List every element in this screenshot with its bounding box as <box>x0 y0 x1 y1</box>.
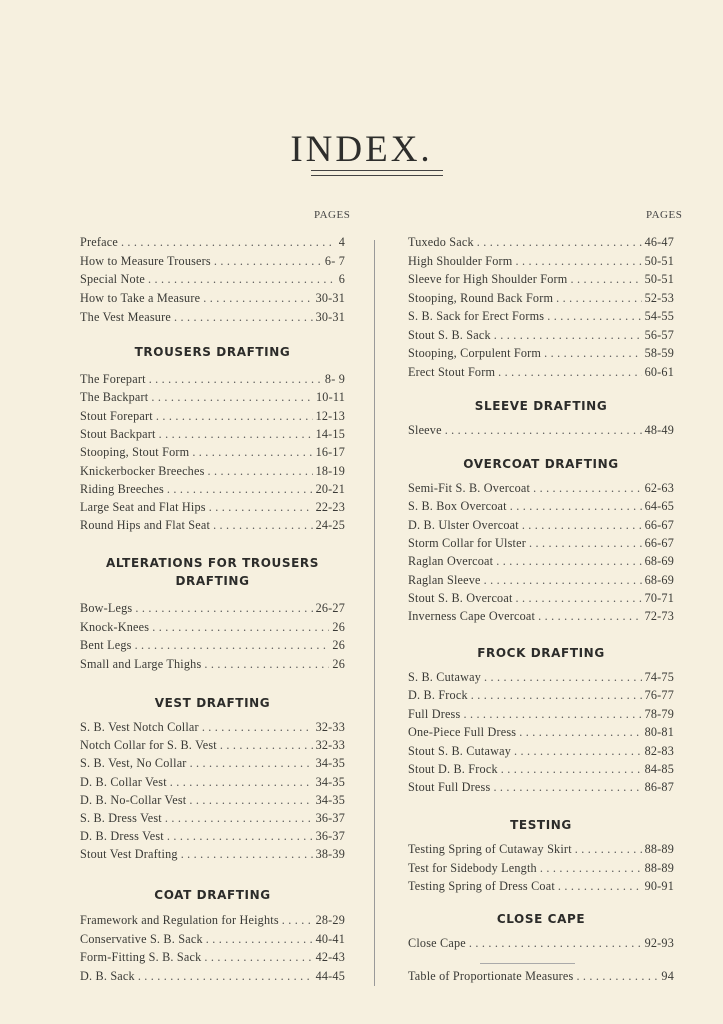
entry-pages: 44-45 <box>315 968 345 983</box>
index-entry <box>80 254 345 272</box>
entry-pages: 46-47 <box>644 235 674 249</box>
dot-leader <box>190 756 313 771</box>
dot-leader <box>208 464 313 479</box>
entry-pages: 72-73 <box>644 609 674 624</box>
entry-label: Stooping, Round Back Form <box>408 290 554 305</box>
index-entry <box>408 518 674 536</box>
entry-label: Knickerbocker Breeches <box>80 463 205 478</box>
entry-label: Framework and Regulation for Heights <box>80 913 279 927</box>
entry-label: Erect Stout Form <box>408 364 496 379</box>
dot-leader <box>214 254 322 269</box>
section-heading-coat: COAT DRAFTING <box>154 888 271 902</box>
index-entry <box>80 620 345 638</box>
entry-pages: 42-43 <box>315 950 345 964</box>
entry-label: Semi-Fit S. B. Overcoat <box>408 481 531 495</box>
dot-leader <box>471 688 642 703</box>
dot-leader <box>570 272 641 287</box>
entry-pages: 52-53 <box>644 290 674 305</box>
entry-pages: 12-13 <box>315 408 345 423</box>
entry-label: Stout S. B. Cutaway <box>408 743 512 758</box>
entry-pages: 48-49 <box>644 423 674 437</box>
entry-label: Stout Forepart <box>80 408 153 423</box>
entry-pages: 84-85 <box>644 762 674 776</box>
index-entry <box>408 328 674 346</box>
entry-label: D. B. Collar Vest <box>80 774 167 789</box>
index-entry <box>80 657 345 675</box>
dot-leader <box>445 423 642 438</box>
entry-pages: 76-77 <box>644 688 674 703</box>
dot-leader <box>220 738 313 753</box>
entry-label: Notch Collar for S. B. Vest <box>80 738 217 753</box>
index-entry <box>80 310 345 328</box>
right-pages-header: PAGES <box>646 209 683 221</box>
entry-pages: 16-17 <box>315 445 345 460</box>
index-entry <box>80 847 345 865</box>
entry-label: Stout Vest Drafting <box>80 847 178 862</box>
dot-leader <box>156 409 313 424</box>
entry-pages: 20-21 <box>315 481 345 496</box>
entry-label: Table of Proportionate Measures <box>408 969 574 983</box>
entry-pages: 50-51 <box>644 272 674 286</box>
entry-label: D. B. Frock <box>408 688 468 703</box>
index-entry <box>80 500 345 518</box>
dot-leader <box>135 601 312 616</box>
dot-leader <box>167 482 313 497</box>
index-entry <box>80 235 345 253</box>
entry-label: Raglan Sleeve <box>408 572 481 587</box>
entry-pages: 88-89 <box>644 860 674 875</box>
section-heading-sleeve: SLEEVE DRAFTING <box>474 399 608 413</box>
entry-label: One-Piece Full Dress <box>408 725 517 740</box>
index-entry <box>80 720 345 738</box>
entry-pages: 8- 9 <box>324 372 345 386</box>
dot-leader <box>494 328 642 343</box>
entry-label: The Vest Measure <box>80 309 171 324</box>
dot-leader <box>469 936 642 951</box>
entry-pages: 94 <box>661 969 674 983</box>
dot-leader <box>206 932 313 947</box>
dot-leader <box>170 775 313 790</box>
entry-label: D. B. Dress Vest <box>80 829 164 844</box>
index-entry <box>80 518 345 536</box>
index-entry <box>408 707 674 725</box>
dot-leader <box>181 847 313 862</box>
entry-pages: 32-33 <box>315 720 345 734</box>
title-underline <box>311 170 443 176</box>
dot-leader <box>529 536 642 551</box>
index-entry <box>80 950 345 968</box>
dot-leader <box>149 372 322 387</box>
dot-leader <box>498 365 641 380</box>
entry-pages: 36-37 <box>315 829 345 844</box>
dot-leader <box>167 829 313 844</box>
entry-pages: 90-91 <box>644 879 674 893</box>
index-entry <box>408 969 674 987</box>
dot-leader <box>547 309 641 324</box>
entry-pages: 78-79 <box>644 706 674 721</box>
entry-pages: 34-35 <box>315 792 345 807</box>
dot-leader <box>138 969 313 984</box>
index-entry <box>408 609 674 627</box>
entry-pages: 26 <box>332 619 345 634</box>
index-entry <box>408 936 674 954</box>
dot-leader <box>544 346 641 361</box>
entry-pages: 4 <box>338 235 345 249</box>
index-entry <box>80 445 345 463</box>
dot-leader <box>510 499 642 514</box>
entry-pages: 10-11 <box>316 390 345 405</box>
index-entry <box>80 913 345 931</box>
entry-pages: 54-55 <box>644 309 674 323</box>
index-entry <box>80 738 345 756</box>
index-entry <box>408 879 674 897</box>
entry-pages: 22-23 <box>315 500 345 515</box>
dot-leader <box>148 272 336 287</box>
dot-leader <box>519 725 641 740</box>
dot-leader <box>501 762 642 777</box>
section-heading-cape: CLOSE CAPE <box>496 912 586 926</box>
entry-label: Large Seat and Flat Hips <box>80 500 206 515</box>
column-divider <box>374 240 375 986</box>
entry-pages: 82-83 <box>644 743 674 758</box>
entry-label: Close Cape <box>408 936 466 950</box>
entry-label: The Forepart <box>80 372 146 386</box>
entry-label: D. B. Ulster Overcoat <box>408 517 519 532</box>
entry-pages: 6- 7 <box>324 253 345 268</box>
entry-pages: 64-65 <box>644 499 674 514</box>
dot-leader <box>174 310 313 325</box>
entry-label: Sleeve for High Shoulder Form <box>408 272 568 286</box>
entry-label: Conservative S. B. Sack <box>80 931 203 946</box>
index-entry <box>80 427 345 445</box>
entry-pages: 28-29 <box>315 913 345 927</box>
index-entry <box>408 423 674 441</box>
index-entry <box>80 464 345 482</box>
index-entry <box>80 291 345 309</box>
entry-pages: 24-25 <box>315 518 345 533</box>
separator-rule <box>480 963 575 964</box>
entry-pages: 70-71 <box>644 590 674 605</box>
entry-pages: 38-39 <box>315 847 345 862</box>
entry-label: Bow-Legs <box>80 601 133 615</box>
index-entry <box>408 861 674 879</box>
index-entry <box>80 409 345 427</box>
entry-pages: 26 <box>332 638 345 652</box>
entry-label: S. B. Dress Vest <box>80 811 162 825</box>
index-entry <box>80 372 345 390</box>
section-heading-alterations: ALTERATIONS FOR TROUSERS <box>106 556 319 570</box>
entry-pages: 40-41 <box>315 931 345 946</box>
dot-leader <box>493 780 641 795</box>
dot-leader <box>192 445 312 460</box>
entry-pages: 66-67 <box>644 535 674 550</box>
dot-leader <box>484 670 642 685</box>
dot-leader <box>203 291 312 306</box>
dot-leader <box>204 950 312 965</box>
dot-leader <box>151 390 313 405</box>
dot-leader <box>202 720 313 735</box>
dot-leader <box>213 518 313 533</box>
entry-label: Tuxedo Sack <box>408 235 474 249</box>
entry-pages: 74-75 <box>644 670 674 684</box>
entry-pages: 26-27 <box>315 601 345 615</box>
entry-pages: 30-31 <box>315 291 345 306</box>
dot-leader <box>135 638 330 653</box>
entry-pages: 14-15 <box>315 426 345 441</box>
entry-pages: 60-61 <box>644 364 674 379</box>
entry-label: Form-Fitting S. B. Sack <box>80 950 202 964</box>
index-entry <box>80 793 345 811</box>
dot-leader <box>159 427 313 442</box>
entry-pages: 50-51 <box>644 253 674 268</box>
index-entry <box>408 235 674 253</box>
entry-pages: 30-31 <box>315 309 345 324</box>
index-entry <box>408 499 674 517</box>
dot-leader <box>204 657 329 672</box>
entry-label: Round Hips and Flat Seat <box>80 518 211 533</box>
index-entry <box>80 932 345 950</box>
index-entry <box>408 780 674 798</box>
index-entry <box>80 775 345 793</box>
section-heading-frock: FROCK DRAFTING <box>477 646 605 660</box>
index-entry <box>80 829 345 847</box>
index-entry <box>80 638 345 656</box>
index-entry <box>80 601 345 619</box>
entry-pages: 58-59 <box>644 346 674 360</box>
entry-label: Stout Full Dress <box>408 780 491 795</box>
entry-label: The Backpart <box>80 390 149 405</box>
dot-leader <box>282 913 313 928</box>
index-entry <box>80 756 345 774</box>
entry-pages: 26 <box>332 656 345 671</box>
page-title: INDEX. <box>290 129 433 170</box>
entry-pages: 18-19 <box>315 463 345 478</box>
entry-pages: 66-67 <box>644 517 674 532</box>
entry-label: Storm Collar for Ulster <box>408 535 526 550</box>
entry-pages: 68-69 <box>644 572 674 587</box>
entry-pages: 34-35 <box>315 774 345 789</box>
dot-leader <box>538 609 641 624</box>
dot-leader <box>522 518 642 533</box>
index-entry <box>408 536 674 554</box>
section-heading-alterations-cont: DRAFTING <box>175 574 250 588</box>
entry-label: Stout S. B. Overcoat <box>408 590 513 605</box>
dot-leader <box>516 591 642 606</box>
dot-leader <box>514 744 642 759</box>
entry-label: Stout D. B. Frock <box>408 762 498 776</box>
dot-leader <box>152 620 329 635</box>
index-entry <box>80 969 345 987</box>
entry-pages: 92-93 <box>644 936 674 950</box>
entry-label: Inverness Cape Overcoat <box>408 609 536 624</box>
entry-label: S. B. Cutaway <box>408 670 482 684</box>
dot-leader <box>516 254 642 269</box>
entry-label: Testing Spring of Dress Coat <box>408 879 555 893</box>
index-entry <box>408 309 674 327</box>
entry-label: Stout Backpart <box>80 426 156 441</box>
entry-pages: 6 <box>338 272 345 287</box>
entry-pages: 32-33 <box>315 738 345 753</box>
left-pages-header: PAGES <box>314 209 351 221</box>
entry-label: Riding Breeches <box>80 481 164 496</box>
index-entry <box>408 365 674 383</box>
index-entry <box>408 762 674 780</box>
index-entry <box>80 272 345 290</box>
entry-label: S. B. Vest Notch Collar <box>80 720 199 734</box>
entry-label: How to Take a Measure <box>80 291 201 306</box>
dot-leader <box>496 554 641 569</box>
entry-label: Testing Spring of Cutaway Skirt <box>408 842 572 856</box>
dot-leader <box>556 291 641 306</box>
index-entry <box>80 482 345 500</box>
entry-pages: 86-87 <box>644 780 674 795</box>
dot-leader <box>576 969 658 984</box>
entry-label: Full Dress <box>408 706 461 721</box>
dot-leader <box>540 861 642 876</box>
dot-leader <box>558 879 642 894</box>
dot-leader <box>484 573 642 588</box>
entry-label: Bent Legs <box>80 638 132 652</box>
entry-label: Special Note <box>80 272 146 287</box>
entry-pages: 88-89 <box>644 842 674 856</box>
entry-label: D. B. No-Collar Vest <box>80 792 187 807</box>
index-entry <box>408 725 674 743</box>
entry-label: S. B. Box Overcoat <box>408 499 507 514</box>
section-heading-vest: VEST DRAFTING <box>154 696 271 710</box>
entry-label: Test for Sidebody Length <box>408 860 537 875</box>
entry-label: Raglan Overcoat <box>408 554 494 569</box>
entry-label: D. B. Sack <box>80 968 135 983</box>
entry-label: Sleeve <box>408 423 442 437</box>
dot-leader <box>533 481 641 496</box>
index-entry <box>408 272 674 290</box>
entry-label: S. B. Sack for Erect Forms <box>408 309 545 323</box>
index-entry <box>408 254 674 272</box>
index-entry <box>408 346 674 364</box>
dot-leader <box>121 235 336 250</box>
index-entry <box>408 554 674 572</box>
entry-label: High Shoulder Form <box>408 253 513 268</box>
section-heading-overcoat: OVERCOAT DRAFTING <box>463 457 619 471</box>
entry-pages: 56-57 <box>644 327 674 342</box>
index-entry <box>80 390 345 408</box>
entry-pages: 80-81 <box>644 725 674 740</box>
entry-pages: 62-63 <box>644 481 674 495</box>
entry-label: Knock-Knees <box>80 619 150 634</box>
dot-leader <box>477 235 642 250</box>
entry-label: How to Measure Trousers <box>80 253 211 268</box>
dot-leader <box>463 707 641 722</box>
dot-leader <box>165 811 313 826</box>
section-heading-testing: TESTING <box>510 818 572 832</box>
index-entry <box>408 591 674 609</box>
index-entry <box>408 481 674 499</box>
entry-pages: 36-37 <box>315 811 345 825</box>
dot-leader <box>209 500 313 515</box>
entry-label: Preface <box>80 235 118 249</box>
index-entry <box>408 688 674 706</box>
entry-label: S. B. Vest, No Collar <box>80 756 187 771</box>
entry-pages: 68-69 <box>644 554 674 569</box>
entry-pages: 34-35 <box>315 756 345 771</box>
index-entry <box>408 744 674 762</box>
entry-label: Small and Large Thighs <box>80 656 202 671</box>
index-entry <box>408 291 674 309</box>
index-entry <box>408 573 674 591</box>
dot-leader <box>575 842 642 857</box>
entry-label: Stooping, Stout Form <box>80 445 190 460</box>
index-entry <box>408 842 674 860</box>
dot-leader <box>189 793 312 808</box>
index-entry <box>408 670 674 688</box>
entry-label: Stooping, Corpulent Form <box>408 346 542 360</box>
entry-label: Stout S. B. Sack <box>408 327 491 342</box>
section-heading-trousers: TROUSERS DRAFTING <box>134 345 291 359</box>
index-entry <box>80 811 345 829</box>
